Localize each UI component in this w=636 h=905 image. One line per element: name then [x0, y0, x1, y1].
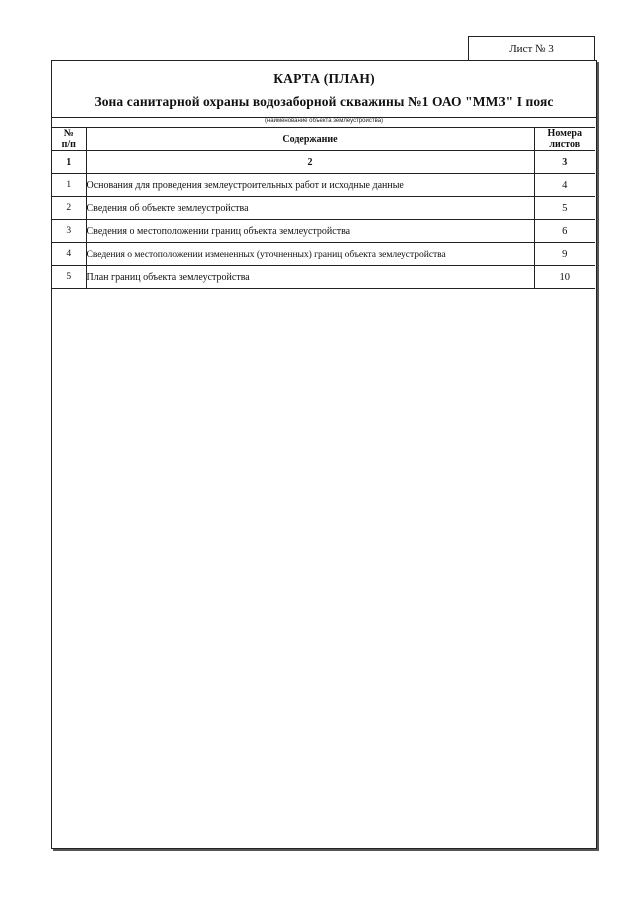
row-sheet-number: 4 — [534, 174, 595, 197]
table-row — [52, 220, 595, 243]
row-content: Основания для проведения землеустроительных работ и исходные данные — [86, 174, 534, 197]
column-index-1: 1 — [52, 151, 86, 174]
object-caption: (наименование объекта землеустройства) — [264, 118, 384, 124]
column-index-3: 3 — [534, 151, 595, 174]
row-sheet-number: 6 — [534, 220, 595, 243]
column-index-row — [52, 151, 595, 174]
row-sheet-number: 10 — [534, 266, 595, 289]
row-number: 3 — [52, 220, 86, 243]
sheet-number-label — [468, 36, 595, 60]
table-header-row — [52, 128, 595, 151]
table-row — [52, 243, 595, 266]
row-content: Сведения о местоположении границ объекта землеустройства — [86, 220, 534, 243]
document-title: КАРТА (ПЛАН) — [273, 71, 375, 86]
row-number: 5 — [52, 266, 86, 289]
table-row — [52, 197, 595, 220]
header-content: Содержание — [86, 128, 534, 151]
table-row — [52, 266, 595, 289]
row-number: 1 — [52, 174, 86, 197]
document-subtitle: Зона санитарной охраны водозаборной скважины №1 ОАО "ММЗ" I пояс — [94, 94, 554, 109]
header-sheets: Номера листов — [534, 128, 595, 151]
document-frame — [51, 60, 597, 849]
table-row — [52, 174, 595, 197]
contents-table — [52, 127, 595, 289]
row-sheet-number: 9 — [534, 243, 595, 266]
row-number: 2 — [52, 197, 86, 220]
row-content: Сведения об объекте землеустройства — [86, 197, 534, 220]
column-index-2: 2 — [86, 151, 534, 174]
sheet-number-text: Лист № 3 — [509, 42, 554, 55]
row-content: План границ объекта землеустройства — [86, 266, 534, 289]
header-number: № п/п — [52, 128, 86, 151]
row-number: 4 — [52, 243, 86, 266]
row-sheet-number: 5 — [534, 197, 595, 220]
row-content: Сведения о местоположении измененных (уточненных) границ объекта землеустройства — [86, 243, 534, 266]
